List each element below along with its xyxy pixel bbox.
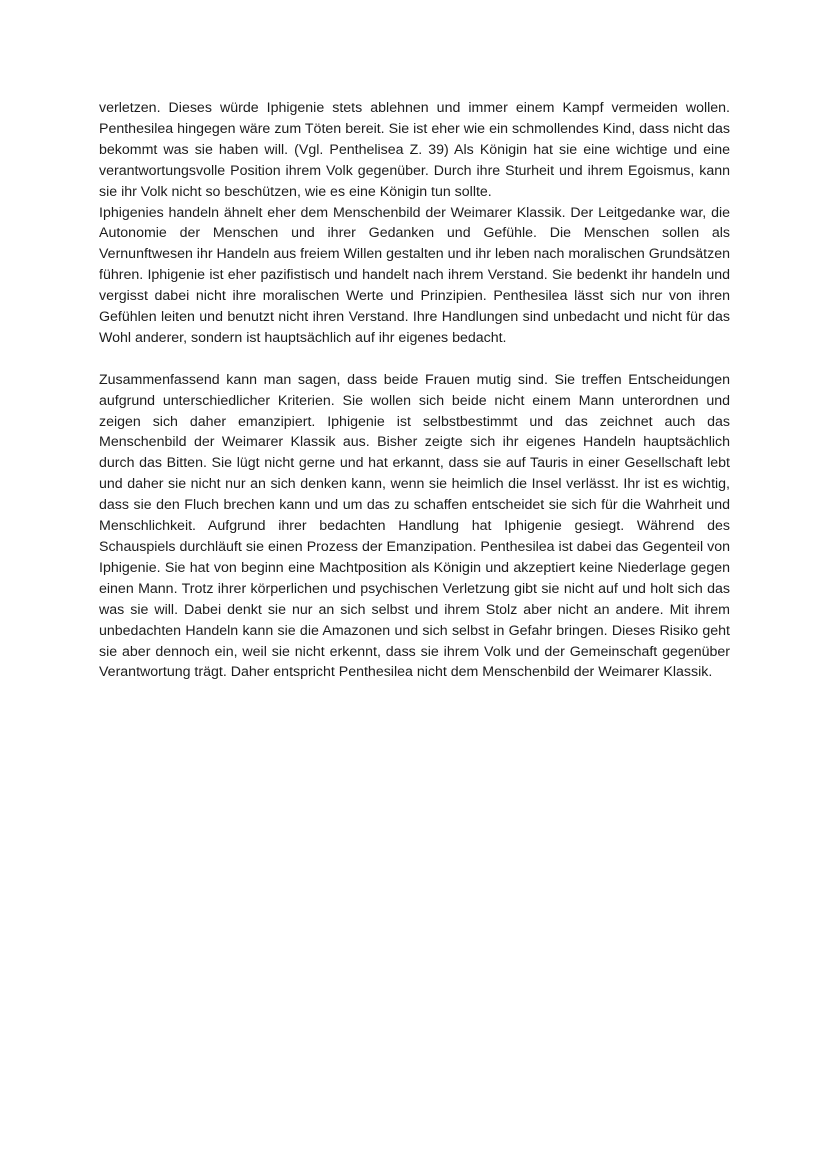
paragraph-2: Iphigenies handeln ähnelt eher dem Menschenbild der Weimarer Klassik. Der Leitgedanke war, die Autonomie der Menschen und ihrer Gedanken und Gefühle. Die Menschen sollen als Vernunftwesen ihr Handeln aus freiem Willen gestalten und ihr leben nach moralischen Grundsätzen führen. Iphigenie ist eher pazifistisch und handelt nach ihrem Verstand. Sie bedenkt ihr handeln und vergisst dabei nicht ihre moralischen Werte und Prinzipien. Penthesilea lässt sich nur von ihren Gefühlen leiten und benutzt nicht ihren Verstand. Ihre Handlungen sind unbedacht und nicht für das Wohl anderer, sondern ist hauptsächlich auf ihr eigenes bedacht. [99,204,730,346]
paragraph-3: Zusammenfassend kann man sagen, dass beide Frauen mutig sind. Sie treffen Entscheidungen aufgrund unterschiedlicher Kriterien. Sie wollen sich beide nicht einem Mann unterordnen und zeigen sich daher emanzipiert. Iphigenie ist selbstbestimmt und das zeichnet auch das Menschenbild der Weimarer Klassik aus. Bisher zeigte sich ihr eigenes Handeln hauptsächlich durch das Bitten. Sie lügt nicht gerne und hat erkannt, dass sie auf Tauris in einer Gesellschaft lebt und daher sie nicht nur an sich denken kann, wenn sie heimlich die Insel verlässt. Ihr ist es wichtig, dass sie den Fluch brechen kann und um das zu schaffen entscheidet sie sich für die Wahrheit und Menschlichkeit. Aufgrund ihrer bedachten Handlung hat Iphigenie gesiegt. Während des Schauspiels durchläuft sie einen Prozess der Emanzipation. Penthesilea ist dabei das Gegenteil von Iphigenie. Sie hat von beginn eine Machtposition als Königin und akzeptiert keine Niederlage gegen einen Mann. Trotz ihrer körperlichen und psychischen Verletzung gibt sie nicht auf und holt sich das was sie will. Dabei denkt sie nur an sich selbst und ihrem Stolz aber nicht an andere. Mit ihrem unbedachten Handeln kann sie die Amazonen und sich selbst in Gefahr bringen. Dieses Risiko geht sie aber dennoch ein, weil sie nicht erkennt, dass sie ihrem Volk und der Gemeinschaft gegenüber Verantwortung trägt. Daher entspricht Penthesilea nicht dem Menschenbild der Weimarer Klassik. [99,371,730,681]
paragraph-spacer [99,349,730,370]
document-page [99,98,730,683]
paragraph-1: verletzen. Dieses würde Iphigenie stets ablehnen und immer einem Kampf vermeiden wollen. Penthesilea hingegen wäre zum Töten bereit. Sie ist eher wie ein schmollendes Kind, dass nicht das bekommt was sie haben will. (Vgl. Penthelisea Z. 39) Als Königin hat sie eine wichtige und eine verantwortungsvolle Position ihrem Volk gegenüber. Durch ihre Sturheit und ihrem Egoismus, kann sie ihr Volk nicht so beschützen, wie es eine Königin tun sollte. [99,100,730,200]
